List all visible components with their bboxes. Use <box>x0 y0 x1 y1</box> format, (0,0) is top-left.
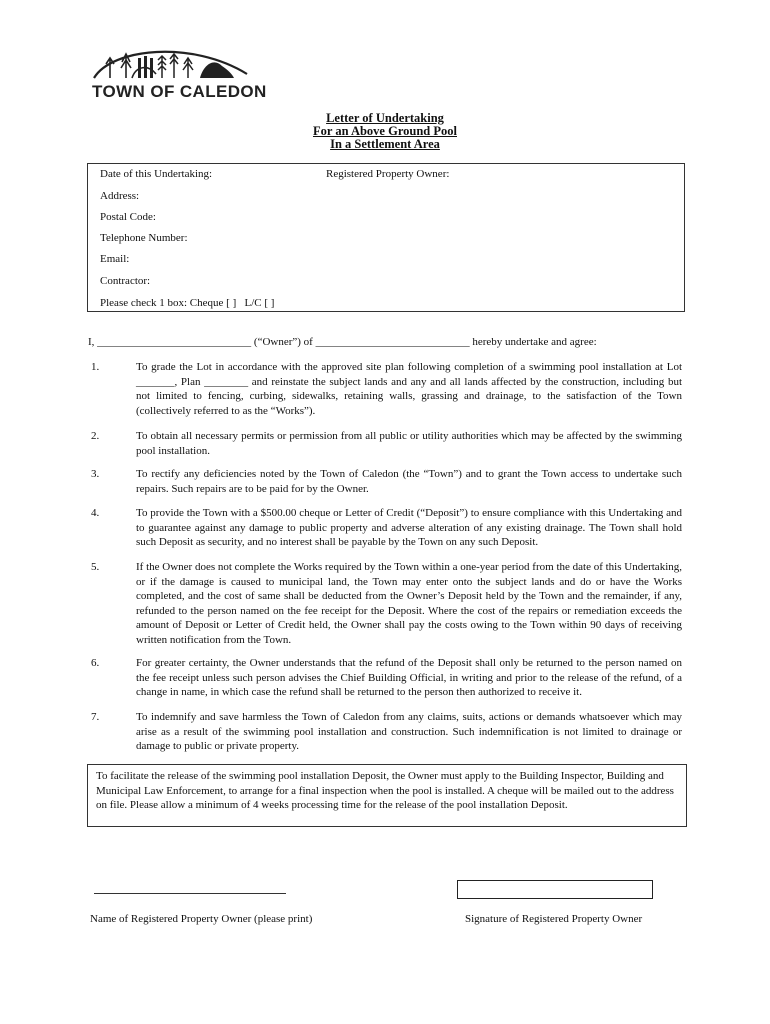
release-note-text: To facilitate the release of the swimming pool installation Deposit, the Owner must apply to the Building Inspector, Building and Municipal Law Enforcement, to arrange for a final inspection when the pool is installed. A cheque will be mailed out to the address on file. Please allow a minimum of 4 weeks processing time for the release of the pool installation Deposit. <box>96 770 674 812</box>
item-text: To rectify any deficiencies noted by the Town of Caledon (the “Town”) and to grant the Town access to undertake such repairs. Such repairs are to be paid for by the Owner. <box>136 468 682 495</box>
list-item <box>88 710 682 754</box>
undertaking-intro: I, ____________________________ (“Owner”) of ____________________________ hereby undertake and agree: <box>88 336 597 348</box>
title-line-2: For an Above Ground Pool <box>312 124 457 138</box>
title-line-3: In a Settlement Area <box>330 137 440 151</box>
list-item <box>88 467 682 496</box>
owner-info-box <box>87 163 685 312</box>
item-number: 6. <box>91 657 100 669</box>
contractor-field-label: Contractor: <box>100 275 151 287</box>
document-title <box>0 112 770 151</box>
item-text: To provide the Town with a $500.00 cheque or Letter of Credit (“Deposit”) to ensure compliance with this Undertaking and to guarantee against any damage to public property and adverse alteration of any existing drainage. The Town shall hold such Deposit as security, and no interest shall be payable by the Town on any such Deposit. <box>136 507 682 549</box>
item-text: To indemnify and save harmless the Town of Caledon from any claims, suits, actions or demands whatsoever which may arise as a result of the swimming pool installation and construction. Such indemnification is not limited to drainage or damage to public or private property. <box>136 711 682 753</box>
list-item <box>88 360 682 418</box>
town-logo-icon <box>92 44 248 82</box>
item-text: If the Owner does not complete the Works required by the Town within a one-year period from the date of this Undertaking, or if the damage is caused to municipal land, the Town may enter onto the subject lands and do or have the Works completed, and the cost of same shall be deducted from the Owner’s Deposit held by the Town and the remainder, if any, refunded to the person named on the fee receipt for the Deposit. Where the cost of the repairs or remediation exceeds the amount of Deposit or Letter of Credit held, the Owner shall pay the costs owing to the Town within 90 days of receiving written notification from the Town. <box>136 561 682 646</box>
address-field-label: Address: <box>100 190 140 202</box>
title-line-1: Letter of Undertaking <box>326 111 444 125</box>
item-number: 7. <box>91 711 100 723</box>
signature-label: Signature of Registered Property Owner <box>465 913 643 925</box>
signature-box[interactable] <box>457 880 653 899</box>
payment-checkbox-label: Please check 1 box: Cheque [ ] L/C [ ] <box>100 297 275 309</box>
list-item <box>88 656 682 700</box>
date-field-label: Date of this Undertaking: <box>100 168 213 180</box>
town-logo <box>90 44 267 102</box>
item-text: To grade the Lot in accordance with the approved site plan following completion of a swimming pool installation at Lot _______, Plan ________ and reinstate the subject lands and any and all lands affected by the construction, including but not limited to fencing, curbing, sidewalks, retaining walls, grassing and drainage, to the satisfaction of the Town (collectively referred to as the “Works”). <box>136 361 682 417</box>
item-number: 5. <box>91 561 100 573</box>
name-print-line[interactable] <box>94 893 286 894</box>
list-item <box>88 560 682 648</box>
list-item <box>88 506 682 550</box>
release-note-box <box>87 764 687 827</box>
name-print-label: Name of Registered Property Owner (please print) <box>90 913 313 925</box>
item-number: 4. <box>91 507 100 519</box>
item-number: 3. <box>91 468 100 480</box>
item-text: For greater certainty, the Owner understands that the refund of the Deposit shall only be returned to the person named on the fee receipt unless such person advises the Chief Building Official, in writing and prior to the release of the refund, of a change in name, in which case the refund shall be returned to the person then authorized to receive it. <box>136 657 682 699</box>
email-field-label: Email: <box>100 253 130 265</box>
town-name: TOWN OF CALEDON <box>92 82 267 101</box>
list-item <box>88 429 682 458</box>
postal-code-field-label: Postal Code: <box>100 211 156 223</box>
item-number: 1. <box>91 361 100 373</box>
telephone-field-label: Telephone Number: <box>100 232 188 244</box>
item-number: 2. <box>91 430 100 442</box>
owner-field-label: Registered Property Owner: <box>326 168 450 180</box>
item-text: To obtain all necessary permits or permission from all public or utility authorities which may be affected by the swimming pool installation. <box>136 430 682 457</box>
